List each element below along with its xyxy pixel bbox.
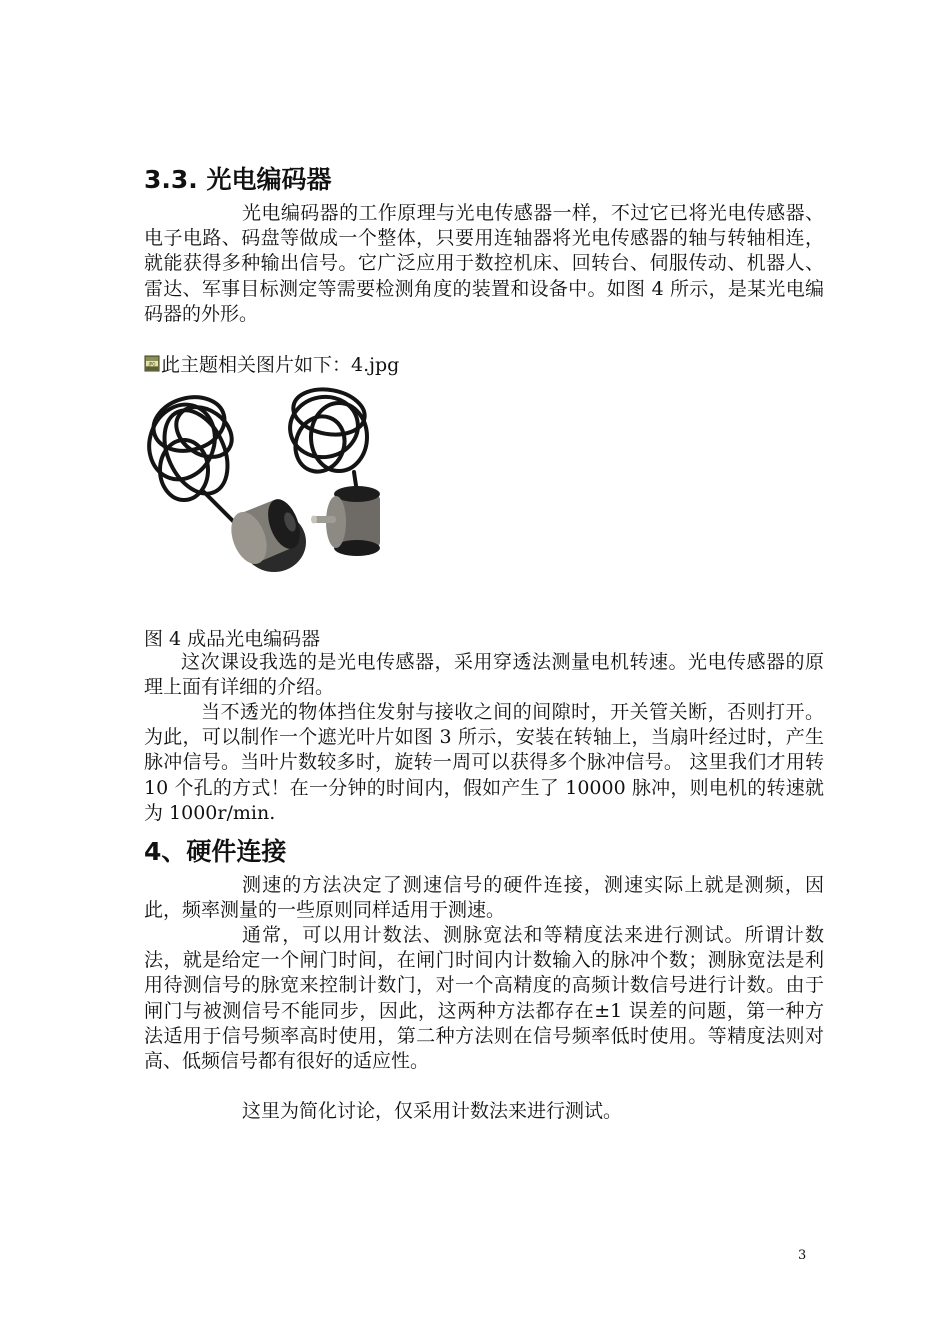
figure-caption: 图 4 成品光电编码器 [144, 628, 321, 650]
paragraph-methods: 通常，可以用计数法、测脉宽法和等精度法来进行测试。所谓计数法，就是给定一个闸门时间，在闸门时间内计数输入的脉冲个数；测脉宽法是利用待测信号的脉宽来控制计数门，对一个高精度的高频计数信号进行计数。由于闸门与被测信号不能同步，因此，这两种方法都存在±1 误差的问题，第一种方法适用于信号频率高时使用，第二种方法则在信号频率低时使用。等精度法则对高、低频信号都有很好的适应性。 [144, 924, 824, 1073]
optical-encoder-photo [144, 382, 398, 578]
paragraph-shutter-method: 当不透光的物体挡住发射与接收之间的间隙时，开关管关断，否则打开。为此，可以制作一个遮光叶片如图 3 所示，安装在转轴上，当扇叶经过时，产生脉冲信号。当叶片数较多时，旋转一周可以获得多个脉冲信号。 这里我们才用转 10 个孔的方式！在一分钟的时间内，假如产生了 10000 脉冲，则电机的转速就为 1000r/min. [144, 701, 824, 824]
jpg-file-icon [144, 355, 160, 372]
attachment-label: 此主题相关图片如下：4.jpg [161, 354, 400, 376]
svg-text:JPG: JPG [148, 361, 156, 367]
paragraph-simplify: 这里为简化讨论，仅采用计数法来进行测试。 [242, 1100, 623, 1122]
paragraph-speed-measure: 测速的方法决定了测速信号的硬件连接，测速实际上就是测频，因此，频率测量的一些原则同样适用于测速。 [144, 874, 824, 922]
paragraph-encoder-intro: 光电编码器的工作原理与光电传感器一样，不过它已将光电传感器、电子电路、码盘等做成一个整体，只要用连轴器将光电传感器的轴与转轴相连，就能获得多种输出信号。它广泛应用于数控机床、回转台、伺服传动、机器人、雷达、军事目标测定等需要检测角度的装置和设备中。如图 4 所示，是某光电编码器的外形。 [144, 202, 824, 325]
page-number: 3 [798, 1248, 807, 1263]
paragraph-course-design: 这次课设我选的是光电传感器，采用穿透法测量电机转速。光电传感器的原理上面有详细的介绍。 [144, 651, 824, 699]
section-heading-4: 4、硬件连接 [144, 837, 287, 866]
section-heading-3-3: 3.3. 光电编码器 [144, 165, 332, 194]
attachment-line[interactable] [144, 350, 399, 377]
